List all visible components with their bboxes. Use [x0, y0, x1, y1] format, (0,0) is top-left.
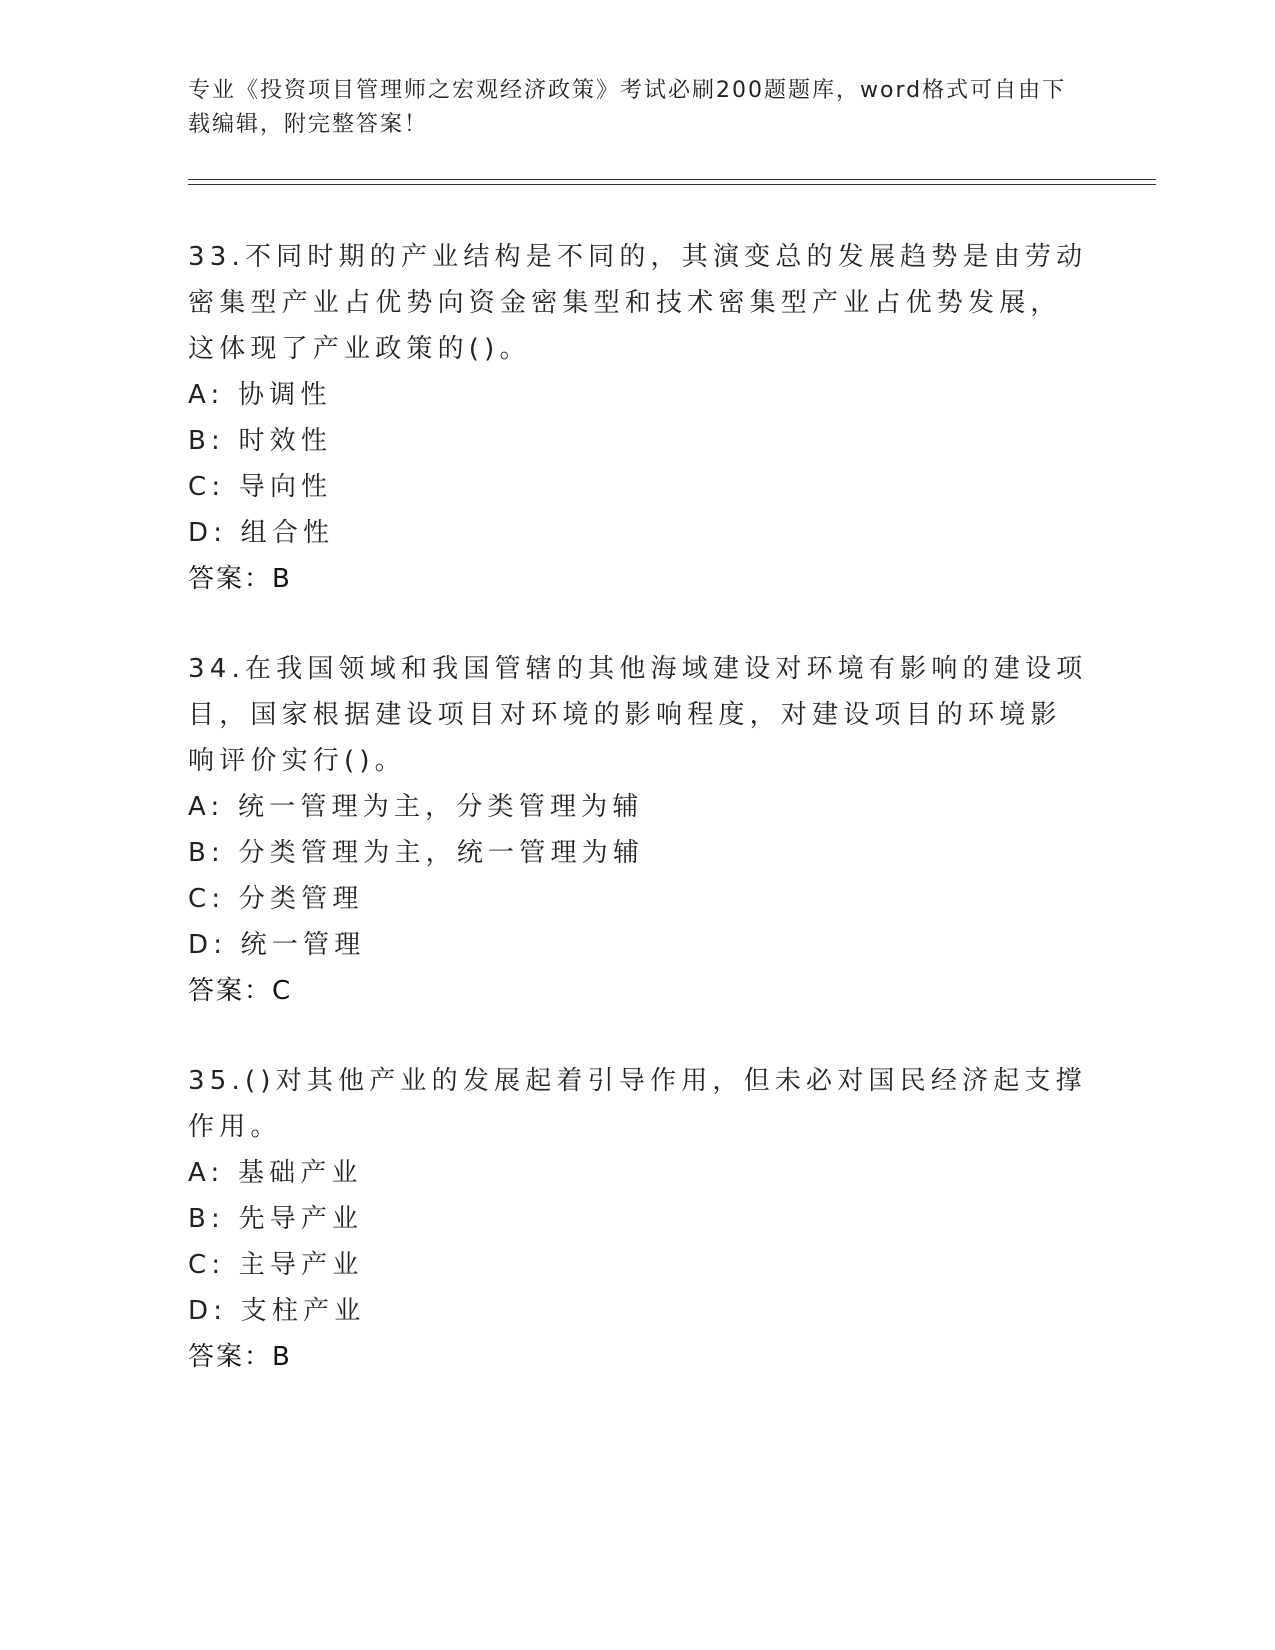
option-b: B: 时效性: [188, 426, 333, 456]
header-divider-bottom: [188, 184, 1156, 185]
option-c: C: 导向性: [188, 472, 333, 502]
option-d: D: 支柱产业: [188, 1296, 366, 1326]
question-stem: 33.不同时期的产业结构是不同的，其演变总的发展趋势是由劳动密集型产业占优势向资金密集型和技术密集型产业占优势发展，这体现了产业政策的()。: [188, 242, 1088, 364]
question-34: [188, 646, 1088, 1014]
answer: 答案：B: [188, 564, 292, 594]
option-a: A: 基础产业: [188, 1158, 363, 1188]
header-divider-top: [188, 179, 1156, 180]
option-b: B: 先导产业: [188, 1204, 364, 1234]
question-stem: 35.()对其他产业的发展起着引导作用，但未必对国民经济起支撑作用。: [188, 1066, 1087, 1142]
option-a: A: 协调性: [188, 380, 332, 410]
option-a: A: 统一管理为主，分类管理为辅: [188, 792, 644, 822]
answer: 答案：C: [188, 976, 293, 1006]
question-stem: 34.在我国领域和我国管辖的其他海域建设对环境有影响的建设项目，国家根据建设项目对环境的影响程度，对建设项目的环境影响评价实行()。: [188, 654, 1088, 776]
document-header: 专业《投资项目管理师之宏观经济政策》考试必刷200题题库，word格式可自由下载编辑，附完整答案！: [188, 78, 1067, 137]
answer: 答案：B: [188, 1342, 292, 1372]
option-d: D: 组合性: [188, 518, 335, 548]
option-d: D: 统一管理: [188, 930, 366, 960]
option-c: C: 主导产业: [188, 1250, 364, 1280]
question-35: [188, 1058, 1088, 1380]
option-c: C: 分类管理: [188, 884, 364, 914]
question-33: [188, 234, 1088, 602]
option-b: B: 分类管理为主，统一管理为辅: [188, 838, 645, 868]
